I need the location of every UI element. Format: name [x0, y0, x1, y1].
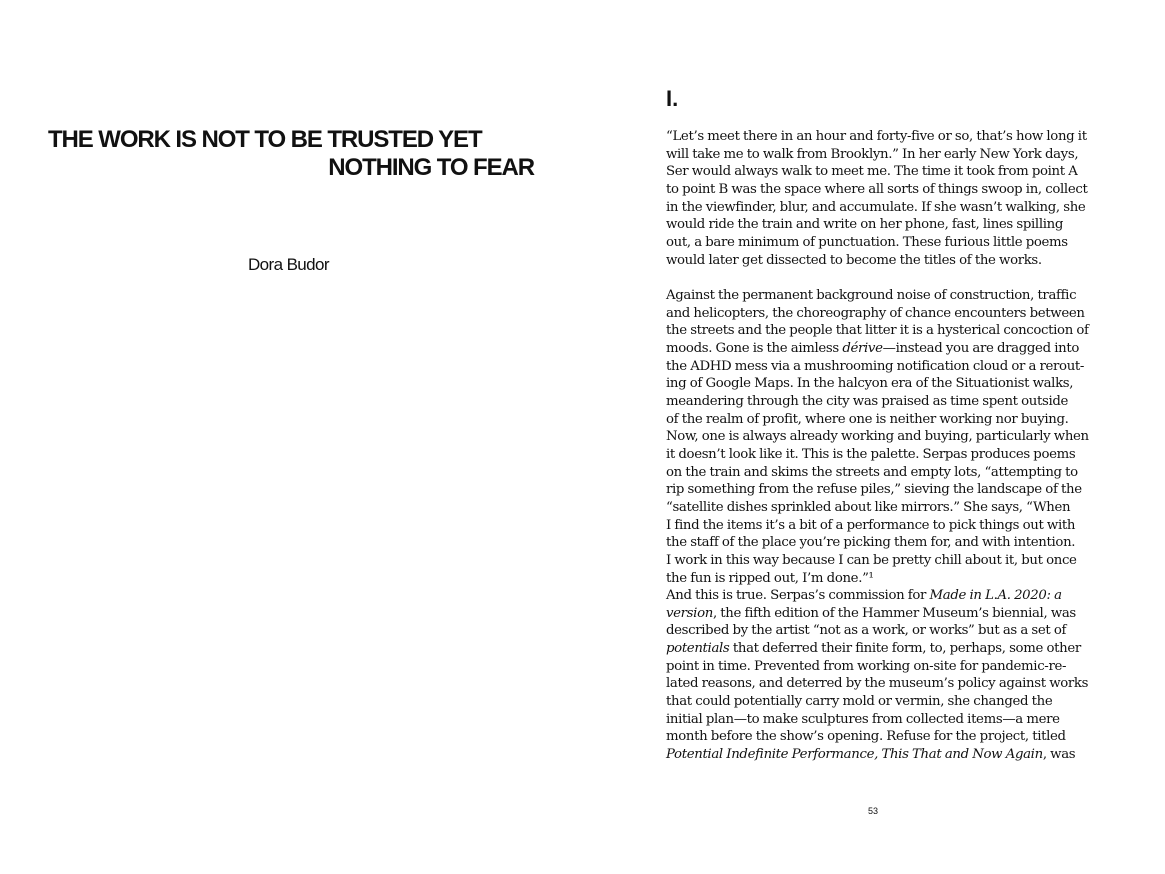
- text-line: out, a bare minimum of punctuation. These furious little poems: [666, 234, 1068, 250]
- text-line: that could potentially carry mold or vermin, she changed the: [666, 694, 1053, 710]
- text-line: month before the show’s opening. Refuse for the project, titled: [666, 729, 1066, 745]
- text-line: meandering through the city was praised as time spent outside: [666, 393, 1069, 409]
- text-line: [666, 746, 1106, 764]
- paragraph-1: [666, 128, 1106, 269]
- text-run: , the fifth edition of the Hammer Museum’s biennial, was: [712, 605, 1076, 621]
- text-run: moods. Gone is the aimless: [666, 340, 843, 356]
- italic-title: Potential Indefinite Performance, This That and Now Again: [666, 747, 1043, 763]
- text-line: [666, 640, 1106, 658]
- text-line: the streets and the people that litter it is a hysterical concoction of: [666, 323, 1089, 339]
- text-line: the staff of the place you’re picking them for, and with intention.: [666, 535, 1076, 551]
- text-line: Now, one is always already working and buying, particularly when: [666, 429, 1089, 445]
- text-line: [666, 587, 1106, 605]
- text-line: and helicopters, the choreography of chance encounters between: [666, 305, 1085, 321]
- text-line: the fun is ripped out, I’m done.”¹: [666, 570, 874, 586]
- text-line: [666, 340, 1106, 358]
- italic-term: potentials: [666, 641, 730, 657]
- text-run: —instead you are dragged into: [882, 340, 1079, 356]
- text-line: described by the artist “not as a work, or works” but as a set of: [666, 623, 1067, 639]
- text-line: would ride the train and write on her phone, fast, lines spilling: [666, 217, 1064, 233]
- chapter-title-line-1: THE WORK IS NOT TO BE TRUSTED YET: [48, 126, 482, 153]
- paragraph-2: [666, 287, 1106, 764]
- text-line: in the viewfinder, blur, and accumulate. If she wasn’t walking, she: [666, 199, 1086, 215]
- text-line: I work in this way because I can be pretty chill about it, but once: [666, 552, 1077, 568]
- text-line: rip something from the refuse piles,” sieving the landscape of the: [666, 482, 1082, 498]
- text-line: ing of Google Maps. In the halcyon era of the Situationist walks,: [666, 376, 1074, 392]
- text-line: will take me to walk from Brooklyn.” In her early New York days,: [666, 146, 1079, 162]
- italic-title: Made in L.A. 2020: a: [929, 588, 1062, 604]
- section-numeral: I.: [666, 86, 679, 111]
- text-line: lated reasons, and deterred by the museum’s policy against works: [666, 676, 1089, 692]
- text-line: initial plan—to make sculptures from collected items—a mere: [666, 711, 1060, 727]
- text-line: I find the items it’s a bit of a performance to pick things out with: [666, 517, 1076, 533]
- page-number: 53: [868, 806, 879, 816]
- text-run: , was: [1042, 747, 1076, 763]
- author-name: Dora Budor: [248, 255, 329, 274]
- italic-title: version: [666, 605, 713, 621]
- text-line: [666, 605, 1106, 623]
- text-line: Ser would always walk to meet me. The time it took from point A: [666, 164, 1078, 180]
- text-line: Against the permanent background noise of construction, traffic: [666, 288, 1077, 303]
- text-line: it doesn’t look like it. This is the palette. Serpas produces poems: [666, 446, 1076, 462]
- chapter-title-line-2: NOTHING TO FEAR: [328, 154, 534, 181]
- text-run: that deferred their finite form, to, perhaps, some other: [729, 641, 1081, 657]
- text-run: And this is true. Serpas’s commission for: [666, 588, 930, 604]
- italic-term: dérive: [842, 340, 883, 356]
- text-line: of the realm of profit, where one is neither working nor buying.: [666, 411, 1069, 427]
- text-line: to point B was the space where all sorts of things swoop in, collect: [666, 181, 1088, 197]
- text-line: would later get dissected to become the titles of the works.: [666, 252, 1042, 268]
- text-line: “Let’s meet there in an hour and forty-five or so, that’s how long it: [666, 129, 1087, 144]
- text-line: on the train and skims the streets and empty lots, “attempting to: [666, 464, 1078, 480]
- text-line: “satellite dishes sprinkled about like mirrors.” She says, “When: [666, 499, 1071, 515]
- text-line: point in time. Prevented from working on-site for pandemic-re-: [666, 658, 1067, 674]
- text-line: the ADHD mess via a mushrooming notification cloud or a rerout-: [666, 358, 1085, 374]
